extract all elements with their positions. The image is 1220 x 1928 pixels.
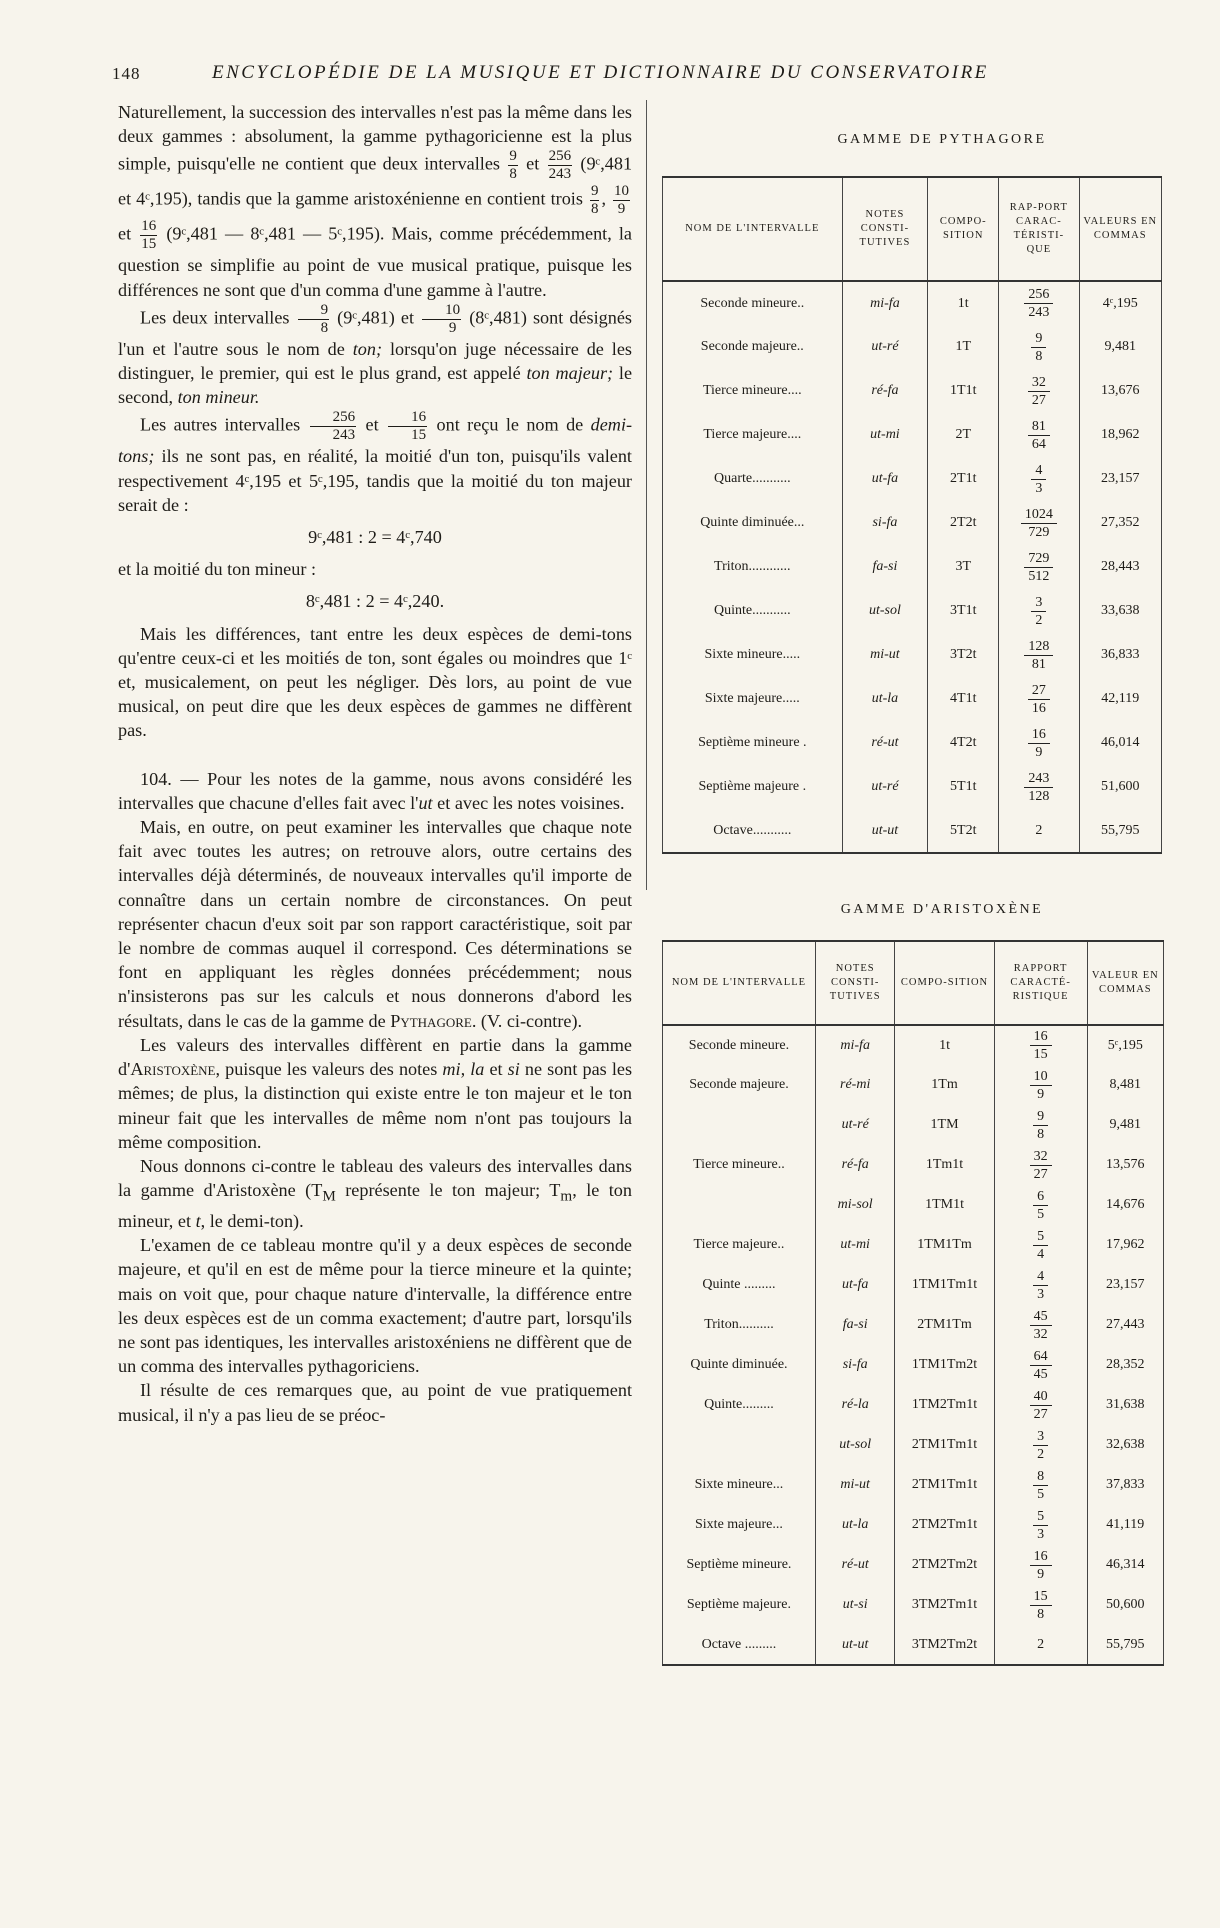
ratio-fraction: $\frac{243}{128}$ <box>1024 770 1053 805</box>
table-row <box>663 1385 1164 1425</box>
constituent-notes: ut-fa <box>842 457 928 501</box>
fraction: $\frac{10}{9}$ <box>422 302 461 337</box>
table-row <box>663 677 1162 721</box>
composition: 2TM1Tm1t <box>895 1465 994 1505</box>
constituent-notes: si-fa <box>842 501 928 545</box>
value-in-commas: 42,119 <box>1079 677 1162 721</box>
table-row <box>663 1105 1164 1145</box>
interval-name: Septième mineure. <box>663 1545 816 1585</box>
ratio-fraction: $\frac{10}{9}$ <box>1030 1068 1052 1103</box>
interval-name: Octave ......... <box>663 1625 816 1665</box>
composition: 2TM1Tm <box>895 1305 994 1345</box>
constituent-notes: ut-la <box>842 677 928 721</box>
composition: 3T <box>928 545 999 589</box>
table-row <box>663 1265 1164 1305</box>
table-row <box>663 589 1162 633</box>
header-valeur: VALEUR EN COMMAS <box>1087 941 1163 1025</box>
header-nom: NOM DE L'INTERVALLE <box>663 177 843 281</box>
characteristic-ratio <box>999 325 1079 369</box>
page-header <box>112 60 1072 90</box>
pythagore-table-title: GAMME DE PYTHAGORE <box>837 132 1047 147</box>
value-in-commas: 23,157 <box>1087 1265 1163 1305</box>
table-row <box>663 413 1162 457</box>
composition: 1T1t <box>928 369 999 413</box>
value-in-commas: 31,638 <box>1087 1385 1163 1425</box>
header-valeurs: VALEURS EN COMMAS <box>1079 177 1162 281</box>
interval-name: Tierce majeure.. <box>663 1225 816 1265</box>
characteristic-ratio <box>994 1025 1087 1065</box>
ratio-fraction: $\frac{4}{3}$ <box>1033 1268 1048 1303</box>
value-in-commas: 55,795 <box>1079 809 1162 853</box>
interval-name: Septième majeure . <box>663 765 843 809</box>
value-in-commas: 46,314 <box>1087 1545 1163 1585</box>
characteristic-ratio <box>994 1385 1087 1425</box>
composition: 4T1t <box>928 677 999 721</box>
constituent-notes: fa-si <box>815 1305 895 1345</box>
characteristic-ratio <box>999 369 1079 413</box>
composition: 1TM <box>895 1105 994 1145</box>
paragraph-2: Les deux intervalles $\frac{9}{8}$ (9ᶜ,481) et $\frac{10}{9}$ (8ᶜ,481) sont désignés l'un et l'autre sous le nom de ton; lorsqu'on juge nécessaire de les distinguer, le premier, qui est le plus grand, est appelé ton majeur; le second, ton mineur. <box>118 301 633 408</box>
constituent-notes: ré-ut <box>842 721 928 765</box>
value-in-commas: 17,962 <box>1087 1225 1163 1265</box>
characteristic-ratio <box>994 1265 1087 1305</box>
interval-name: Tierce mineure.. <box>663 1145 816 1185</box>
characteristic-ratio <box>999 633 1079 677</box>
value-in-commas: 33,638 <box>1079 589 1162 633</box>
characteristic-ratio <box>994 1145 1087 1185</box>
ratio-fraction: $\frac{3}{2}$ <box>1033 1428 1048 1463</box>
composition: 1TM1Tm1t <box>895 1265 994 1305</box>
interval-name: Sixte majeure..... <box>663 677 843 721</box>
constituent-notes: ut-fa <box>815 1265 895 1305</box>
characteristic-ratio <box>994 1065 1087 1105</box>
constituent-notes: ut-ré <box>842 765 928 809</box>
table-row <box>663 1185 1164 1225</box>
fraction: $\frac{256}{243}$ <box>548 148 572 183</box>
composition: 2T2t <box>928 501 999 545</box>
paragraph-3: Les autres intervalles $\frac{256}{243}$ et $\frac{16}{15}$ ont reçu le nom de demi-tons; ils ne sont pas, en réalité, la moitié d'un ton, puisqu'ils valent respectivement 4ᶜ,195 et 5ᶜ,195, tandis que la moitié du ton majeur serait de : <box>118 409 633 515</box>
header-rapport: RAPPORT CARACTÉ-RISTIQUE <box>994 941 1087 1025</box>
paragraph-5: Mais les différences, tant entre les deux espèces de demi-tons qu'entre ceux-ci et les moitiés de ton, sont égales ou moindres que 1ᶜ et, musicalement, on peut les négliger. Dès lors, au point de vue musical, on peut dire que les deux espèces de gammes ne diffèrent pas. <box>118 623 632 741</box>
composition: 3T2t <box>928 633 999 677</box>
ratio-fraction: $\frac{1024}{729}$ <box>1021 506 1057 541</box>
composition: 1TM2Tm1t <box>895 1385 994 1425</box>
characteristic-ratio <box>994 1425 1087 1465</box>
composition: 1Tm <box>895 1065 994 1105</box>
fraction: $\frac{256}{243}$ <box>310 409 357 444</box>
header-composition: COMPO-SITION <box>928 177 999 281</box>
interval-name: Sixte mineure... <box>663 1465 816 1505</box>
characteristic-ratio <box>994 1545 1087 1585</box>
composition: 5T1t <box>928 765 999 809</box>
ratio-fraction: $\frac{5}{3}$ <box>1033 1508 1048 1543</box>
value-in-commas: 51,600 <box>1079 765 1162 809</box>
table-row <box>663 633 1162 677</box>
table-row <box>663 1345 1164 1385</box>
ratio-fraction: $\frac{27}{16}$ <box>1028 682 1050 717</box>
constituent-notes: ut-si <box>815 1585 895 1625</box>
composition: 1Tm1t <box>895 1145 994 1185</box>
composition: 3TM2Tm1t <box>895 1585 994 1625</box>
composition: 1t <box>928 281 999 325</box>
constituent-notes: mi-fa <box>842 281 928 325</box>
header-rapport: RAP-PORT CARAC-TÉRISTI-QUE <box>999 177 1079 281</box>
ratio-fraction: $\frac{5}{4}$ <box>1033 1228 1048 1263</box>
table-row <box>663 809 1162 853</box>
page-number: 148 <box>112 64 141 83</box>
ratio-fraction: $\frac{64}{45}$ <box>1030 1348 1052 1383</box>
fraction: $\frac{16}{15}$ <box>388 409 427 444</box>
interval-name: Sixte majeure... <box>663 1505 816 1545</box>
constituent-notes: fa-si <box>842 545 928 589</box>
ratio-fraction: $\frac{32}{27}$ <box>1030 1148 1052 1183</box>
column-divider <box>646 100 647 890</box>
table-row <box>663 1465 1164 1505</box>
interval-name <box>663 1105 816 1145</box>
interval-name: Octave........... <box>663 809 843 853</box>
interval-name: Tierce majeure.... <box>663 413 843 457</box>
paragraph-8: Les valeurs des intervalles diffèrent en partie dans la gamme d'Aristoxène, puisque les valeurs des notes mi, la et si ne sont pas les mêmes; de plus, la distinction qui existe entre le ton majeur et le ton mineur fait que les intervalles de même nom n'ont pas toujours la même composition. <box>118 1034 633 1152</box>
table-row <box>663 765 1162 809</box>
composition: 1TM1Tm2t <box>895 1345 994 1385</box>
ratio-fraction: $\frac{256}{243}$ <box>1024 286 1053 321</box>
characteristic-ratio <box>994 1465 1087 1505</box>
interval-name: Quinte........... <box>663 589 843 633</box>
value-in-commas: 8,481 <box>1087 1065 1163 1105</box>
paragraph-11: Il résulte de ces remarques que, au point de vue pratiquement musical, il n'y a pas lieu de se préoc- <box>118 1380 632 1425</box>
characteristic-ratio <box>999 677 1079 721</box>
constituent-notes: ut-sol <box>842 589 928 633</box>
paragraph-4: et la moitié du ton mineur : <box>118 559 317 580</box>
table-row <box>663 457 1162 501</box>
constituent-notes: ut-ré <box>815 1105 895 1145</box>
characteristic-ratio: 2 <box>999 809 1079 853</box>
composition: 1T <box>928 325 999 369</box>
ratio-fraction: $\frac{40}{27}$ <box>1030 1388 1052 1423</box>
fraction: $\frac{9}{8}$ <box>509 148 517 183</box>
ratio-fraction: $\frac{16}{9}$ <box>1030 1548 1052 1583</box>
header-composition: COMPO-SITION <box>895 941 994 1025</box>
constituent-notes: ré-la <box>815 1385 895 1425</box>
value-in-commas: 4ᶜ,195 <box>1079 281 1162 325</box>
characteristic-ratio <box>999 501 1079 545</box>
body-text-column <box>118 100 632 1427</box>
characteristic-ratio: 2 <box>994 1625 1087 1665</box>
constituent-notes: ré-ut <box>815 1545 895 1585</box>
characteristic-ratio <box>999 281 1079 325</box>
constituent-notes: si-fa <box>815 1345 895 1385</box>
constituent-notes: ut-ut <box>842 809 928 853</box>
characteristic-ratio <box>999 589 1079 633</box>
ratio-fraction: $\frac{6}{5}$ <box>1033 1188 1048 1223</box>
table-row <box>663 369 1162 413</box>
constituent-notes: ré-fa <box>815 1145 895 1185</box>
characteristic-ratio <box>994 1505 1087 1545</box>
constituent-notes: ut-mi <box>842 413 928 457</box>
table-row <box>663 721 1162 765</box>
interval-name <box>663 1425 816 1465</box>
fraction: $\frac{16}{15}$ <box>141 218 157 253</box>
interval-name: Sixte mineure..... <box>663 633 843 677</box>
interval-name: Tierce mineure.... <box>663 369 843 413</box>
value-in-commas: 5ᶜ,195 <box>1087 1025 1163 1065</box>
value-in-commas: 50,600 <box>1087 1585 1163 1625</box>
ratio-fraction: $\frac{3}{2}$ <box>1031 594 1046 629</box>
ratio-fraction: $\frac{9}{8}$ <box>1033 1108 1048 1143</box>
value-in-commas: 55,795 <box>1087 1625 1163 1665</box>
interval-name: Triton.......... <box>663 1305 816 1345</box>
ratio-fraction: $\frac{15}{8}$ <box>1030 1588 1052 1623</box>
composition: 2TM1Tm1t <box>895 1425 994 1465</box>
table-row <box>663 1225 1164 1265</box>
characteristic-ratio <box>994 1345 1087 1385</box>
ratio-fraction: $\frac{8}{5}$ <box>1033 1468 1048 1503</box>
interval-name: Seconde mineure.. <box>663 281 843 325</box>
equation-2: 8ᶜ,481 : 2 = 4ᶜ,240. <box>305 591 445 612</box>
ratio-fraction: $\frac{16}{15}$ <box>1030 1028 1052 1063</box>
ratio-fraction: $\frac{45}{32}$ <box>1030 1308 1052 1343</box>
constituent-notes: ut-mi <box>815 1225 895 1265</box>
fraction: $\frac{9}{8}$ <box>298 302 330 337</box>
composition: 3TM2Tm2t <box>895 1625 994 1665</box>
value-in-commas: 14,676 <box>1087 1185 1163 1225</box>
composition: 2TM2Tm2t <box>895 1545 994 1585</box>
value-in-commas: 27,443 <box>1087 1305 1163 1345</box>
header-nom: NOM DE L'INTERVALLE <box>663 941 816 1025</box>
interval-name: Quinte diminuée... <box>663 501 843 545</box>
constituent-notes: ut-ré <box>842 325 928 369</box>
interval-name: Seconde mineure. <box>663 1025 816 1065</box>
value-in-commas: 9,481 <box>1079 325 1162 369</box>
constituent-notes: mi-fa <box>815 1025 895 1065</box>
interval-name <box>663 1185 816 1225</box>
characteristic-ratio <box>994 1185 1087 1225</box>
interval-name: Quinte......... <box>663 1385 816 1425</box>
value-in-commas: 37,833 <box>1087 1465 1163 1505</box>
value-in-commas: 32,638 <box>1087 1425 1163 1465</box>
characteristic-ratio <box>999 721 1079 765</box>
value-in-commas: 41,119 <box>1087 1505 1163 1545</box>
interval-name: Seconde majeure. <box>663 1065 816 1105</box>
characteristic-ratio <box>994 1225 1087 1265</box>
interval-name: Septième mineure . <box>663 721 843 765</box>
value-in-commas: 36,833 <box>1079 633 1162 677</box>
constituent-notes: mi-ut <box>815 1465 895 1505</box>
characteristic-ratio <box>994 1585 1087 1625</box>
table-row <box>663 1625 1164 1665</box>
composition: 1TM1t <box>895 1185 994 1225</box>
table-row <box>663 1065 1164 1105</box>
table-row <box>663 1145 1164 1185</box>
table-row <box>663 1305 1164 1345</box>
table-row <box>663 1545 1164 1585</box>
ratio-fraction: $\frac{81}{64}$ <box>1028 418 1050 453</box>
value-in-commas: 18,962 <box>1079 413 1162 457</box>
paragraph-9: Nous donnons ci-contre le tableau des valeurs des intervalles dans la gamme d'Aristoxène ($T_M$ représente le ton majeur; $T_m$, le ton mineur, et t, le demi-ton). <box>118 1155 632 1231</box>
constituent-notes: ut-ut <box>815 1625 895 1665</box>
ratio-fraction: $\frac{128}{81}$ <box>1024 638 1053 673</box>
fraction: $\frac{9}{8}$ <box>590 183 599 218</box>
table-row <box>663 501 1162 545</box>
constituent-notes: ut-la <box>815 1505 895 1545</box>
composition: 2T <box>928 413 999 457</box>
composition: 5T2t <box>928 809 999 853</box>
aristoxene-table-title: GAMME D'ARISTOXÈNE <box>840 902 1044 917</box>
table-row <box>663 1505 1164 1545</box>
interval-name: Septième majeure. <box>663 1585 816 1625</box>
aristoxene-table <box>662 940 1164 1666</box>
characteristic-ratio <box>999 413 1079 457</box>
composition: 1t <box>895 1025 994 1065</box>
constituent-notes: mi-ut <box>842 633 928 677</box>
fraction: $\frac{10}{9}$ <box>614 183 629 218</box>
ratio-fraction: $\frac{9}{8}$ <box>1031 330 1046 365</box>
value-in-commas: 27,352 <box>1079 501 1162 545</box>
paragraph-1: Naturellement, la succession des intervalles n'est pas la même dans les deux gammes : absolument, la gamme pythagoricienne est la plus simple, puisqu'elle ne contient que deux intervalles $\frac{9}{8}$ et $\frac{256}{243}$ (9ᶜ,481 et 4ᶜ,195), tandis que la gamme aristoxénienne en contient trois $\frac{9}{8}$ , $\frac{10}{9}$ et $\frac{16}{15}$ (9ᶜ,481 — 8ᶜ,481 — 5ᶜ,195). Mais, comme précédemment, la question se simplifie au point de vue musical pratique, puisque les différences ne sont que d'un comma d'une gamme à l'autre. <box>118 102 633 300</box>
paragraph-6: 104. — Pour les notes de la gamme, nous avons considéré les intervalles que chacune d'elles fait avec l'ut et avec les notes voisines. <box>118 768 632 813</box>
equation-1: 9ᶜ,481 : 2 = 4ᶜ,740 <box>308 527 442 548</box>
composition: 4T2t <box>928 721 999 765</box>
characteristic-ratio <box>994 1305 1087 1345</box>
value-in-commas: 23,157 <box>1079 457 1162 501</box>
value-in-commas: 46,014 <box>1079 721 1162 765</box>
header-notes: NOTES CONSTI-TUTIVES <box>815 941 895 1025</box>
value-in-commas: 28,443 <box>1079 545 1162 589</box>
composition: 2T1t <box>928 457 999 501</box>
ratio-fraction: $\frac{4}{3}$ <box>1031 462 1046 497</box>
header-notes: NOTES CONSTI-TUTIVES <box>842 177 928 281</box>
interval-name: Quinte ......... <box>663 1265 816 1305</box>
ratio-fraction: $\frac{729}{512}$ <box>1024 550 1053 585</box>
characteristic-ratio <box>999 765 1079 809</box>
pythagore-table <box>662 176 1162 854</box>
interval-name: Quarte........... <box>663 457 843 501</box>
table-row <box>663 1585 1164 1625</box>
constituent-notes: ut-sol <box>815 1425 895 1465</box>
value-in-commas: 28,352 <box>1087 1345 1163 1385</box>
table-row <box>663 1025 1164 1065</box>
interval-name: Quinte diminuée. <box>663 1345 816 1385</box>
ratio-fraction: $\frac{32}{27}$ <box>1028 374 1050 409</box>
paragraph-7: Mais, en outre, on peut examiner les intervalles que chaque note fait avec toutes les autres; on retrouve alors, outre certains des intervalles déjà déterminés, de nouveaux intervalles qu'il importe de connaître dans un certain nombre de circonstances. On peut représenter chacun d'eux soit par son rapport caractéristique, soit par le nombre de commas auquel il correspond. Ces déterminations se font en appliquant les règles données précédemment; nous n'insisterons pas sur les calculs et nous donnerons d'abord les résultats, dans le cas de la gamme de Pythagore. (V. ci-contre). <box>118 817 632 1031</box>
value-in-commas: 9,481 <box>1087 1105 1163 1145</box>
interval-name: Triton............ <box>663 545 843 589</box>
value-in-commas: 13,576 <box>1087 1145 1163 1185</box>
constituent-notes: ré-mi <box>815 1065 895 1105</box>
running-title: ENCYCLOPÉDIE DE LA MUSIQUE ET DICTIONNAIRE DU CONSERVATOIRE <box>212 62 989 83</box>
paragraph-10: L'examen de ce tableau montre qu'il y a deux espèces de seconde majeure, et qu'il en est de même pour la tierce mineure et la quinte; mais on voit que, pour chaque nature d'intervalle, la différence entre les deux espèces est de un comma exactement; d'autre part, lorsqu'ils ne sont pas identiques, les intervalles aristoxéniens ne diffèrent que de un comma des intervalles pythagoriciens. <box>118 1235 632 1377</box>
table-row <box>663 325 1162 369</box>
table-row <box>663 281 1162 325</box>
table-row <box>663 1425 1164 1465</box>
characteristic-ratio <box>999 457 1079 501</box>
composition: 2TM2Tm1t <box>895 1505 994 1545</box>
value-in-commas: 13,676 <box>1079 369 1162 413</box>
composition: 1TM1Tm <box>895 1225 994 1265</box>
characteristic-ratio <box>999 545 1079 589</box>
constituent-notes: ré-fa <box>842 369 928 413</box>
constituent-notes: mi-sol <box>815 1185 895 1225</box>
table-row <box>663 545 1162 589</box>
composition: 3T1t <box>928 589 999 633</box>
characteristic-ratio <box>994 1105 1087 1145</box>
interval-name: Seconde majeure.. <box>663 325 843 369</box>
ratio-fraction: $\frac{16}{9}$ <box>1028 726 1050 761</box>
